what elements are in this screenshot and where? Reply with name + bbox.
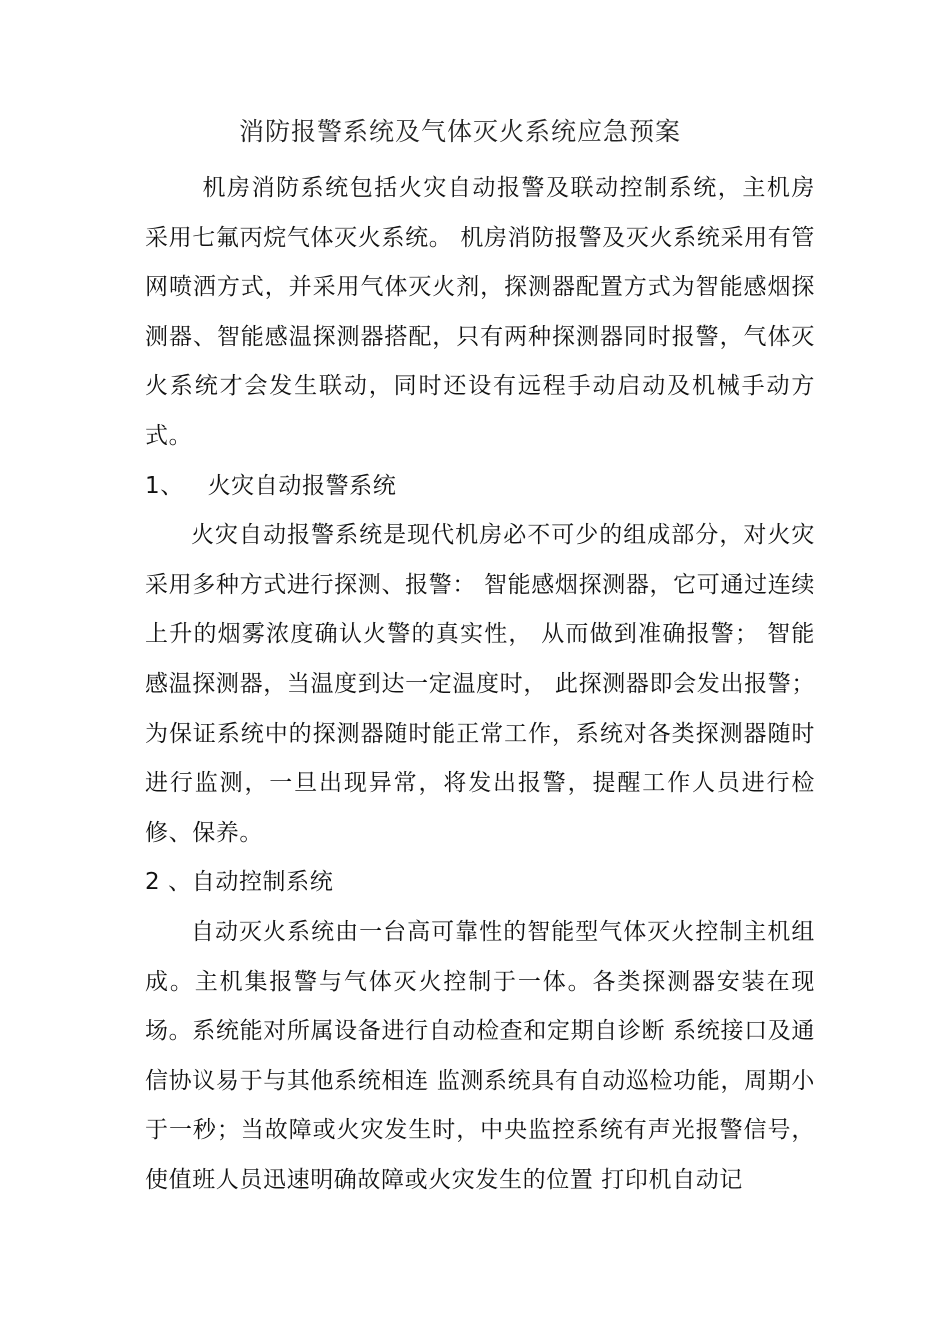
section-2-paragraph: 自动灭火系统由一台高可靠性的智能型气体灭火控制主机组成。主机集报警与气体灭火控制于一体。各类探测器安装在现场。系统能对所属设备进行自动检查和定期自诊断 系统接口及通信协议易于与其他系统相连 监测系统具有自动巡检功能，周期小于一秒；当故障或火灾发生时，中央监控系统有声光报警信号，使值班人员迅速明确故障或火灾发生的位置 打印机自动记 bbox=[145, 918, 815, 1193]
intro-paragraph: 机房消防系统包括火灾自动报警及联动控制系统，主机房采用七氟丙烷气体灭火系统。 机房消防报警及灭火系统采用有管网喷洒方式，并采用气体灭火剂，探测器配置方式为智能感烟探测器、智能感温探测器搭配，只有两种探测器同时报警，气体灭火系统才会发生联动，同时还设有远程手动启动及机械手动方式。 bbox=[145, 175, 815, 449]
section-1-paragraph: 火灾自动报警系统是现代机房必不可少的组成部分，对火灾采用多种方式进行探测、报警： 智能感烟探测器，它可通过连续上升的烟雾浓度确认火警的真实性， 从而做到准确报警； 智能感温探测器，当温度到达一定温度时， 此探测器即会发出报警； 为保证系统中的探测器随时能正常工作，系统对各类探测器随时进行监测，一旦出现异常，将发出报警，提醒工作人员进行检修、保养。 bbox=[145, 522, 815, 846]
document-body bbox=[145, 164, 815, 1205]
document-title: 消防报警系统及气体灭火系统应急预案 bbox=[238, 117, 681, 146]
section-2-heading: 2 、自动控制系统 bbox=[145, 869, 334, 896]
section-1-heading: 1、 火灾自动报警系统 bbox=[145, 472, 397, 499]
